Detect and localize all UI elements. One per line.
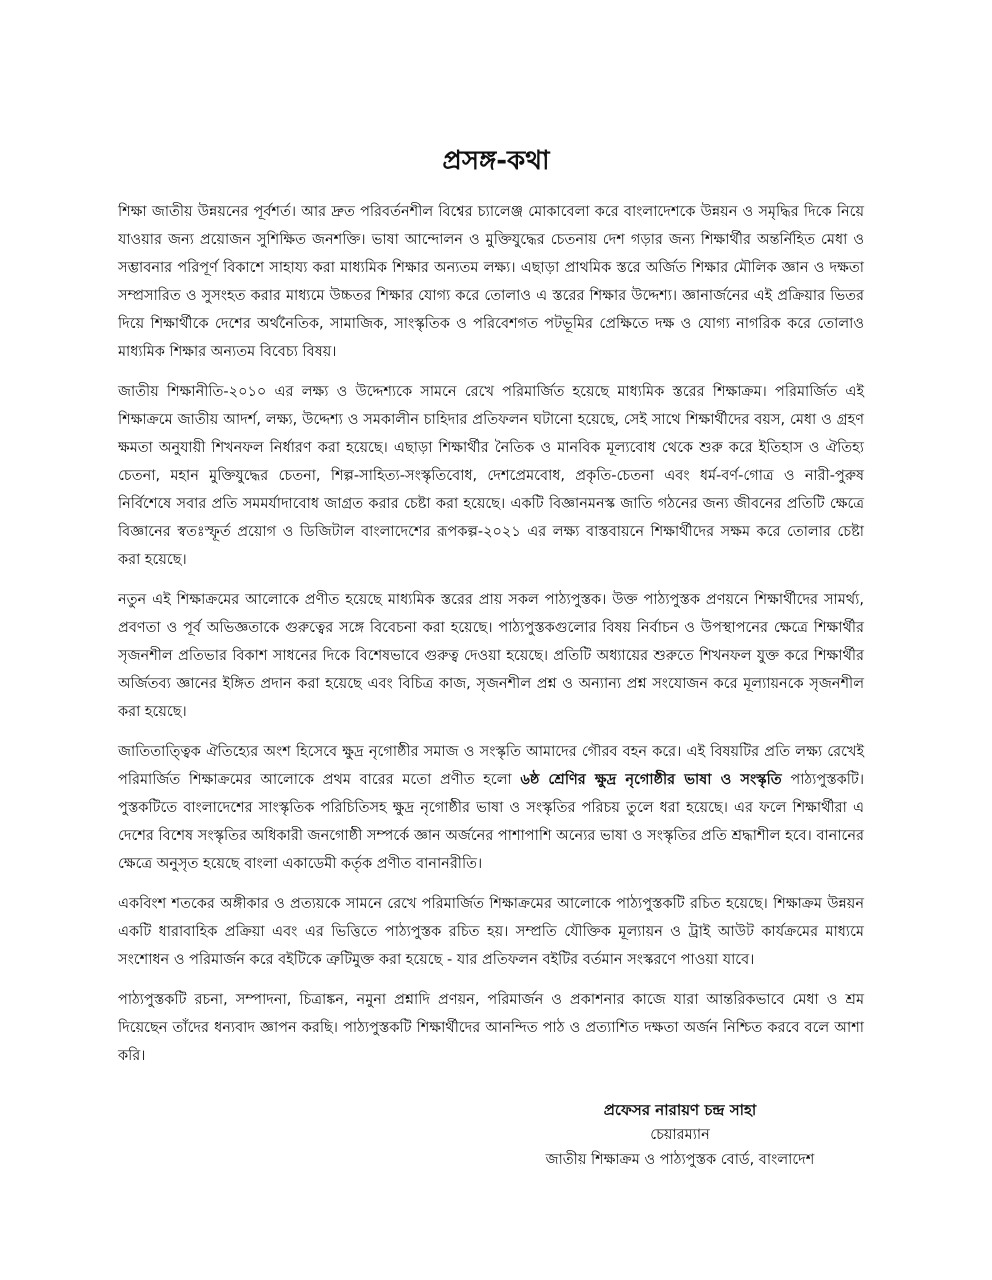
paragraph-3: নতুন এই শিক্ষাক্রমের আলোকে প্রণীত হয়েছে মাধ্যমিক স্তরের প্রায় সকল পাঠ্যপুস্তক। উক্ত পাঠ্যপুস্তক প্রণয়নে শিক্ষার্থীদের সামর্থ্য, প্রবণতা ও পূর্ব অভিজ্ঞতাকে গুরুত্বের সঙ্গে বিবেচনা করা হয়েছে। পাঠ্যপুস্তকগুলোর বিষয় নির্বাচন ও উপস্থাপনের ক্ষেত্রে শিক্ষার্থীর সৃজনশীল প্রতিভার বিকাশ সাধনের দিকে বিশেষভাবে গুরুত্ব দেওয়া হয়েছে। প্রতিটি অধ্যায়ের শুরুতে শিখনফল যুক্ত করে শিক্ষার্থীর অর্জিতব্য জ্ঞানের ইঙ্গিত প্রদান করা হয়েছে এবং বিচিত্র কাজ, সৃজনশীল প্রশ্ন ও অন্যান্য প্রশ্ন সংযোজন করে মূল্যায়নকে সৃজনশীল করা হয়েছে। xyxy=(118,592,864,720)
signatory-name: প্রফেসর নারায়ণ চন্দ্র সাহা xyxy=(603,1101,757,1119)
paragraph-4-text-end: পাঠ্যপুস্তকটি। পুস্তকটিতে বাংলাদেশের সাংস্কৃতিক পরিচিতিসহ ক্ষুদ্র নৃগোষ্ঠীর ভাষা ও সংস্কৃতির পরিচয় তুলে ধরা হয়েছে। এর ফলে শিক্ষার্থীরা এ দেশের বিশেষ সংস্কৃতির অধিকারী জনগোষ্ঠী সম্পর্কে জ্ঞান অর্জনের পাশাপাশি অন্যের ভাষা ও সংস্কৃতির প্রতি শ্রদ্ধাশীল হবে। বানানের ক্ষেত্রে অনুসৃত হয়েছে বাংলা একাডেমী কর্তৃক প্রণীত বানানরীতি। xyxy=(118,772,865,872)
signatory-organization: জাতীয় শিক্ষাক্রম ও পাঠ্যপুস্তক বোর্ড, বাংলাদেশ xyxy=(545,1152,815,1168)
signature-block xyxy=(500,1098,860,1173)
paragraph-6: পাঠ্যপুস্তকটি রচনা, সম্পাদনা, চিত্রাঙ্কন, নমুনা প্রশ্নাদি প্রণয়ন, পরিমার্জন ও প্রকাশনার কাজে যারা আন্তরিকভাবে মেধা ও শ্রম দিয়েছেন তাঁদের ধন্যবাদ জ্ঞাপন করছি। পাঠ্যপুস্তকটি শিক্ষার্থীদের আনন্দিত পাঠ ও প্রত্যাশিত দক্ষতা অর্জন নিশ্চিত করবে বলে আশা করি। xyxy=(118,992,864,1064)
paragraph-1: শিক্ষা জাতীয় উন্নয়নের পূর্বশর্ত। আর দ্রুত পরিবর্তনশীল বিশ্বের চ্যালেঞ্জ মোকাবেলা করে বাংলাদেশকে উন্নয়ন ও সমৃদ্ধির দিকে নিয়ে যাওয়ার জন্য প্রয়োজন সুশিক্ষিত জনশক্তি। ভাষা আন্দোলন ও মুক্তিযুদ্ধের চেতনায় দেশ গড়ার জন্য শিক্ষার্থীর অন্তর্নিহিত মেধা ও সম্ভাবনার পরিপূর্ণ বিকাশে সাহায্য করা মাধ্যমিক শিক্ষার অন্যতম লক্ষ্য। এছাড়া প্রাথমিক স্তরে অর্জিত শিক্ষার মৌলিক জ্ঞান ও দক্ষতা সম্প্রসারিত ও সুসংহত করার মাধ্যমে উচ্চতর শিক্ষার যোগ্য করে তোলাও এ স্তরের শিক্ষার উদ্দেশ্য। জ্ঞানার্জনের এই প্রক্রিয়ার ভিতর দিয়ে শিক্ষার্থীকে দেশের অর্থনৈতিক, সামাজিক, সাংস্কৃতিক ও পরিবেশগত পটভূমির প্রেক্ষিতে দক্ষ ও যোগ্য নাগরিক করে তোলাও মাধ্যমিক শিক্ষার অন্যতম বিবেচ্য বিষয়। xyxy=(118,204,864,360)
paragraph-2: জাতীয় শিক্ষানীতি-২০১০ এর লক্ষ্য ও উদ্দেশ্যকে সামনে রেখে পরিমার্জিত হয়েছে মাধ্যমিক স্তরের শিক্ষাক্রম। পরিমার্জিত এই শিক্ষাক্রমে জাতীয় আদর্শ, লক্ষ্য, উদ্দেশ্য ও সমকালীন চাহিদার প্রতিফলন ঘটানো হয়েছে, সেই সাথে শিক্ষার্থীদের বয়স, মেধা ও গ্রহণ ক্ষমতা অনুযায়ী শিখনফল নির্ধারণ করা হয়েছে। এছাড়া শিক্ষার্থীর নৈতিক ও মানবিক মূল্যবোধ থেকে শুরু করে ইতিহাস ও ঐতিহ্য চেতনা, মহান মুক্তিযুদ্ধের চেতনা, শিল্প-সাহিত্য-সংস্কৃতিবোধ, দেশপ্রেমবোধ, প্রকৃতি-চেতনা এবং ধর্ম-বর্ণ-গোত্র ও নারী-পুরুষ নির্বিশেষে সবার প্রতি সমমর্যাদাবোধ জাগ্রত করার চেষ্টা করা হয়েছে। একটি বিজ্ঞানমনস্ক জাতি গঠনের জন্য জীবনের প্রতিটি ক্ষেত্রে বিজ্ঞানের স্বতঃস্ফূর্ত প্রয়োগ ও ডিজিটাল বাংলাদেশের রূপকল্প-২০২১ এর লক্ষ্য বাস্তবায়নে শিক্ষার্থীদের সক্ষম করে তোলার চেষ্টা করা হয়েছে। xyxy=(118,384,864,568)
paragraph-5: একবিংশ শতকের অঙ্গীকার ও প্রত্যয়কে সামনে রেখে পরিমার্জিত শিক্ষাক্রমের আলোকে পাঠ্যপুস্তকটি রচিত হয়েছে। শিক্ষাক্রম উন্নয়ন একটি ধারাবাহিক প্রক্রিয়া এবং এর ভিত্তিতে পাঠ্যপুস্তক রচিত হয়। সম্প্রতি যৌক্তিক মূল্যায়ন ও ট্রাই আউট কার্যক্রমের মাধ্যমে সংশোধন ও পরিমার্জন করে বইটিকে ত্রুটিমুক্ত করা হয়েছে - যার প্রতিফলন বইটির বর্তমান সংস্করণে পাওয়া যাবে। xyxy=(118,896,864,968)
paragraph-4 xyxy=(118,738,864,878)
page-title: প্রসঙ্গ-কথা xyxy=(442,146,550,176)
paragraph-4-text-start: জাতিতাত্ত্বিক ঐতিহ্যের অংশ হিসেবে ক্ষুদ্র নৃগোষ্ঠীর সমাজ ও সংস্কৃতি আমাদের গৌরব বহন করে। এই বিষয়টির প্রতি লক্ষ্য রেখেই পরিমার্জিত শিক্ষাক্রমের আলোকে প্রথম বারের মতো প্রণীত হলো xyxy=(118,744,864,788)
signatory-designation: চেয়ারম্যান xyxy=(650,1127,710,1143)
document-body xyxy=(118,198,864,1082)
book-title-bold: ৬ষ্ঠ শ্রেণির ক্ষুদ্র নৃগোষ্ঠীর ভাষা ও সংস্কৃতি xyxy=(520,772,782,788)
